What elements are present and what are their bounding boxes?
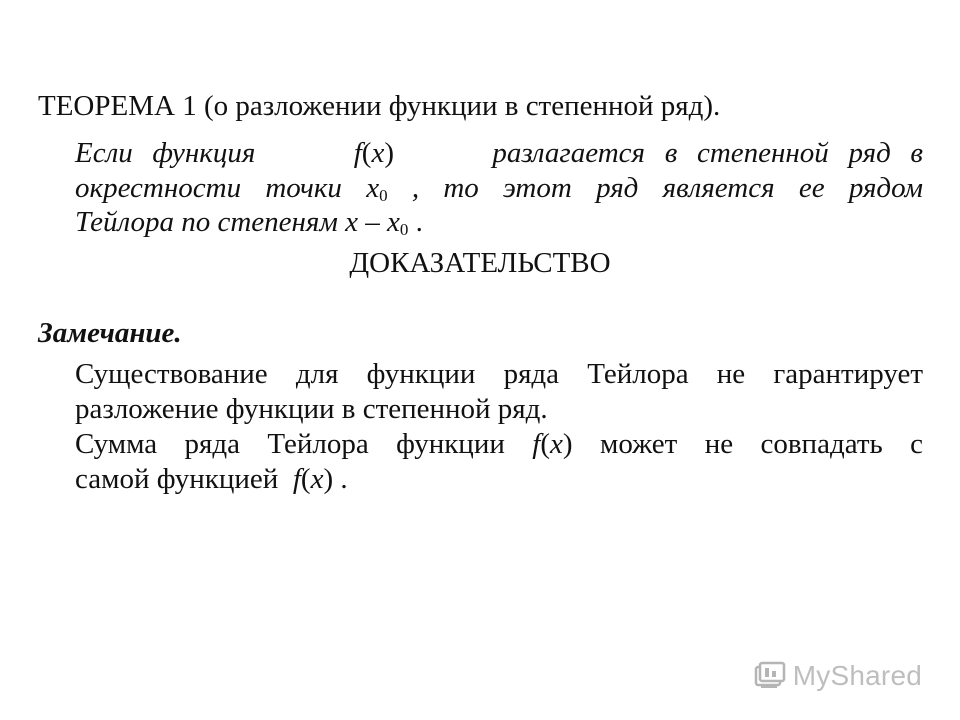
theorem-heading: ТЕОРЕМА 1 (о разложении функции в степенной ряд). (38, 90, 721, 122)
expr-x-minus-x0: x – $x_0$ (345, 206, 409, 239)
remark-p1-line-1: Существование для функции ряда Тейлора не гарантирует (75, 358, 923, 390)
remark-p2-line-1 (75, 426, 923, 462)
myshared-logo-icon (753, 661, 787, 691)
theorem-line-2-end: , то этот ряд является ее рядом (411, 172, 924, 204)
remark-p2-line-2-start: самой функцией (75, 463, 279, 495)
function-fx: f(x) (353, 137, 394, 169)
remark-p2-line-2-end: . (340, 463, 348, 495)
remark-p2-line-2 (75, 461, 348, 497)
theorem-line-2 (75, 170, 923, 206)
theorem-line-3-start: Тейлора по степеням (75, 206, 338, 238)
remark-p2-line-1-start: Сумма ряда Тейлора функции (75, 428, 505, 460)
theorem-line-3-end: . (415, 206, 423, 238)
theorem-line-1 (75, 135, 923, 171)
function-fx-2: f(x) (532, 428, 573, 460)
point-x0: $x_0$ (366, 172, 388, 205)
remark-p1-line-2: разложение функции в степенной ряд. (75, 393, 548, 425)
theorem-line-3 (75, 204, 423, 240)
remark-title: Замечание. (38, 317, 182, 349)
theorem-line-1-start: Если функция (75, 137, 256, 169)
watermark (753, 660, 922, 692)
watermark-text: MyShared (792, 660, 922, 691)
function-fx-3: f(x) (292, 463, 334, 495)
theorem-line-1-end: разлагается в степенной ряд в (492, 137, 923, 169)
theorem-line-2-start: окрестности точки (75, 172, 342, 204)
remark-p2-line-1-end: может не совпадать с (599, 428, 923, 460)
proof-label: ДОКАЗАТЕЛЬСТВО (349, 247, 611, 279)
